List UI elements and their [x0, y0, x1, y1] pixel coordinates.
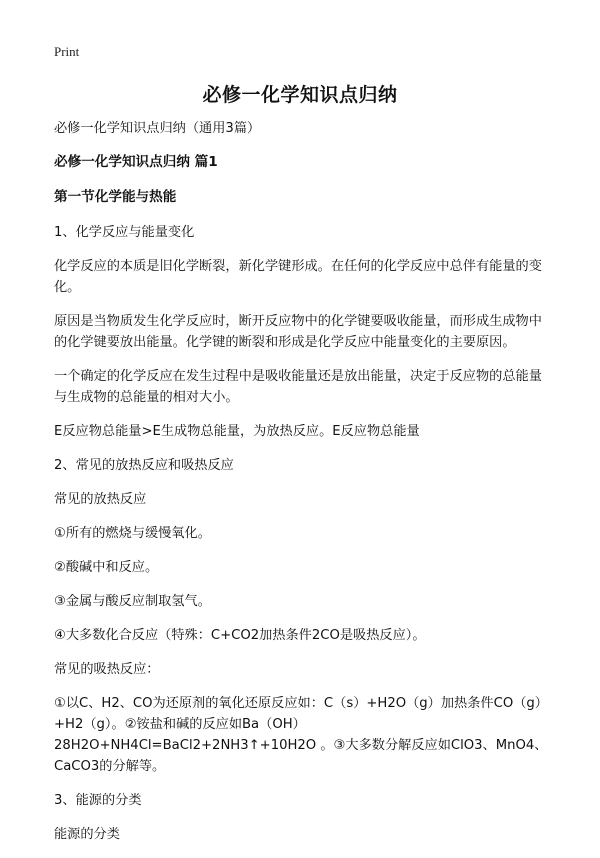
print-label: Print	[54, 44, 80, 59]
paragraph: 1、化学反应与能量变化	[54, 225, 195, 240]
paragraph: 3、能源的分类	[54, 793, 142, 808]
article-heading: 必修一化学知识点归纳 篇1	[54, 154, 218, 170]
paragraph: 能源的分类	[54, 827, 120, 842]
page-title: 必修一化学知识点归纳	[202, 84, 398, 106]
paragraph: E反应物总能量>E生成物总能量，为放热反应。E反应物总能量	[54, 424, 420, 439]
paragraph: 化学反应的本质是旧化学断裂，新化学键形成。在任何的化学反应中总伴有能量的变化。	[54, 259, 542, 295]
list-item: ③金属与酸反应制取氢气。	[54, 594, 211, 609]
document-body	[54, 118, 548, 858]
paragraph: ①以C、H2、CO为还原剂的氧化还原反应如：C（s）+H2O（g）加热条件CO（g）+H2（g）。②铵盐和碱的反应如Ba（OH）28H2O+NH4Cl=BaCl2+2NH3↑+10H2O 。③大多数分解反应如ClO3、MnO4、CaCO3的分解等。	[54, 696, 548, 774]
paragraph: 原因是当物质发生化学反应时，断开反应物中的化学键要吸收能量，而形成生成物中的化学键要放出能量。化学键的断裂和形成是化学反应中能量变化的主要原因。	[54, 314, 542, 350]
paragraph: 常见的放热反应	[54, 492, 147, 507]
section-heading: 第一节化学能与热能	[54, 189, 177, 205]
document-subtitle: 必修一化学知识点归纳（通用3篇）	[54, 121, 261, 136]
list-item: ①所有的燃烧与缓慢氧化。	[54, 526, 211, 541]
paragraph: 常见的吸热反应：	[54, 662, 160, 677]
list-item: ②酸碱中和反应。	[54, 560, 159, 575]
paragraph: 一个确定的化学反应在发生过程中是吸收能量还是放出能量，决定于反应物的总能量与生成物的总能量的相对大小。	[54, 369, 542, 405]
paragraph: 2、常见的放热反应和吸热反应	[54, 458, 234, 473]
list-item: ④大多数化合反应（特殊：C+CO2加热条件2CO是吸热反应）。	[54, 628, 426, 643]
